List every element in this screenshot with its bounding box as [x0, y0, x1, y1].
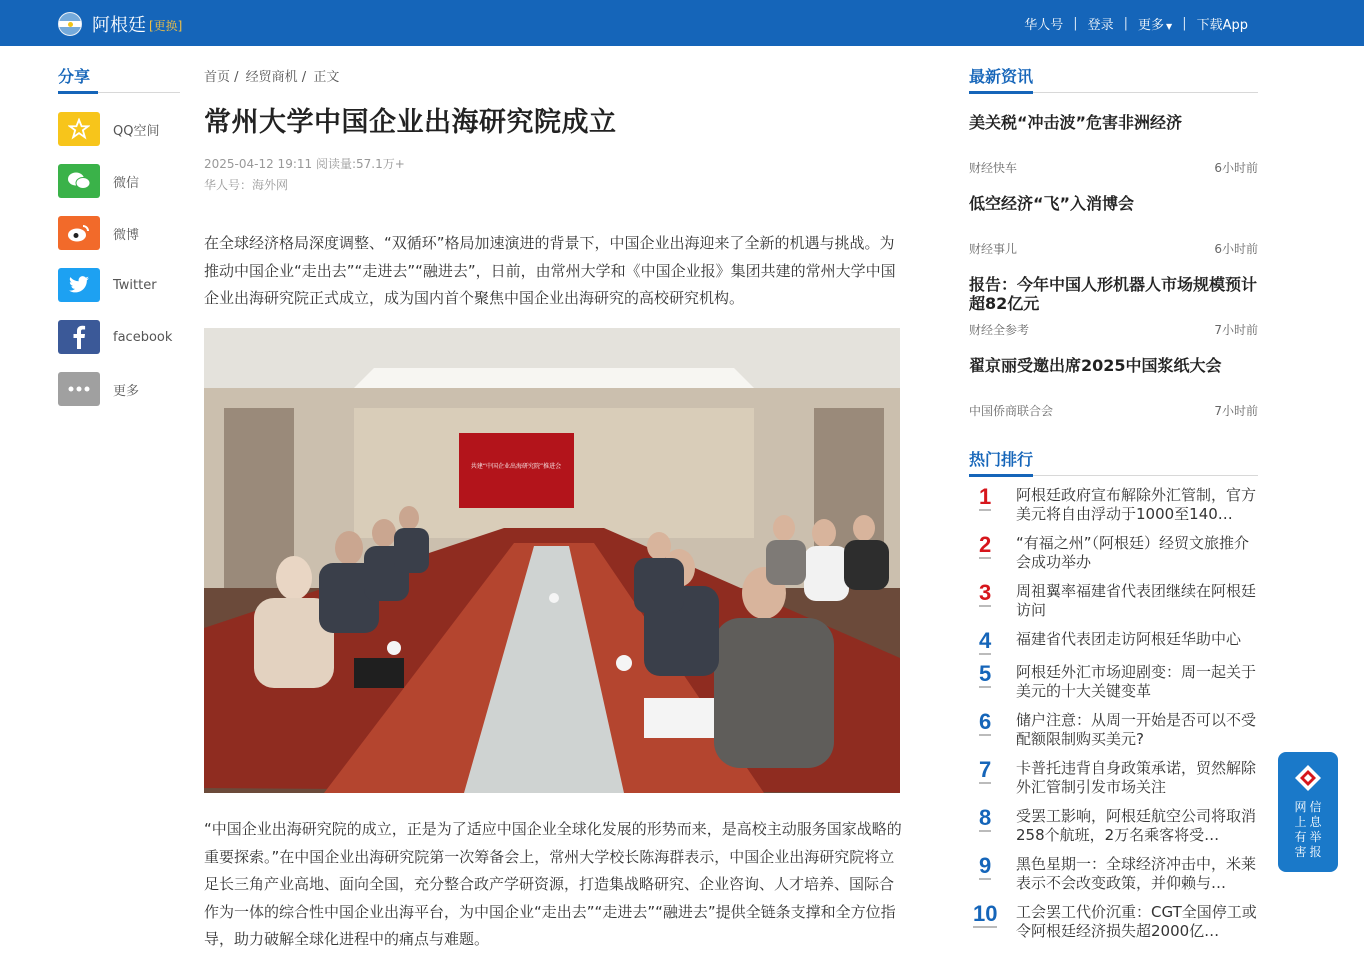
share-title: 分享	[58, 64, 180, 93]
nav-more[interactable]	[1138, 14, 1172, 33]
report-char: 报	[1309, 845, 1322, 859]
screen-text: 共建“中国企业出海研究院”推进会	[470, 463, 562, 470]
rank-headline[interactable]: 福建省代表团走访阿根廷华助中心	[1016, 630, 1242, 648]
breadcrumb-home[interactable]: 首页 /	[204, 70, 239, 85]
report-char: 息	[1309, 815, 1322, 829]
hot-rank-item[interactable]	[969, 759, 1258, 797]
article-title: 常州大学中国企业出海研究院成立	[204, 107, 617, 138]
breadcrumb	[204, 66, 342, 85]
share-qzone-label: QQ空间	[113, 123, 160, 139]
report-logo-icon	[1294, 764, 1322, 792]
news-time: 6小时前	[1214, 161, 1258, 175]
news-source: 财经全参考	[969, 323, 1030, 337]
news-time: 6小时前	[1214, 242, 1258, 256]
nav-more-label: 更多	[1138, 18, 1165, 33]
latest-news-info	[969, 240, 1258, 257]
rank-number: 9	[979, 853, 992, 878]
share-facebook-label: facebook	[113, 329, 173, 345]
rank-headline[interactable]: “有福之州”（阿根廷）经贸文旅推介会成功举办	[1016, 534, 1250, 571]
news-time: 7小时前	[1214, 323, 1258, 337]
share-panel	[58, 64, 180, 399]
latest-news-headline[interactable]: 报告：今年中国人形机器人市场规模预计超82亿元	[969, 275, 1258, 313]
argentina-flag-icon	[58, 12, 82, 36]
share-more-label: 更多	[113, 383, 140, 399]
rank-number: 6	[979, 709, 992, 734]
nav-login[interactable]: 登录	[1087, 18, 1114, 33]
hot-rank-item[interactable]	[969, 903, 1258, 941]
rank-headline[interactable]: 受罢工影响，阿根廷航空公司将取消258个航班，2万名乘客将受…	[1016, 807, 1257, 844]
latest-news-headline[interactable]: 翟京丽受邀出席2025中国浆纸大会	[969, 356, 1222, 375]
share-twitter[interactable]	[58, 268, 157, 302]
rank-number: 10	[973, 901, 998, 926]
hot-rank-item[interactable]	[969, 807, 1258, 845]
news-source: 财经事儿	[969, 242, 1018, 256]
latest-news-item[interactable]	[969, 275, 1258, 337]
twitter-icon	[58, 268, 100, 302]
report-char: 信	[1309, 800, 1322, 814]
latest-news-title: 最新资讯	[969, 64, 1258, 93]
rank-headline[interactable]: 黑色星期一：全球经济冲击中，米莱表示不会改变政策，并仰赖与…	[1016, 855, 1257, 892]
latest-news-headline[interactable]: 美关税“冲击波”危害非洲经济	[969, 113, 1183, 132]
rank-number: 3	[979, 580, 992, 605]
facebook-icon	[58, 320, 100, 354]
report-char: 上	[1294, 815, 1307, 829]
latest-news-item[interactable]	[969, 194, 1258, 256]
rank-number: 1	[979, 484, 992, 509]
hot-rank-item[interactable]	[969, 855, 1258, 893]
hot-rank-item[interactable]	[969, 582, 1258, 620]
hot-rank-item[interactable]	[969, 711, 1258, 749]
share-qzone[interactable]	[58, 112, 159, 146]
share-wechat[interactable]	[58, 164, 139, 198]
country-name: 阿根廷	[92, 15, 146, 36]
latest-news-headline[interactable]: 低空经济“飞”入消博会	[969, 194, 1135, 213]
rank-number: 8	[979, 805, 992, 830]
report-char: 害	[1294, 845, 1307, 859]
wechat-icon	[58, 164, 100, 198]
rank-headline[interactable]: 阿根廷外汇市场迎剧变：周一起关于美元的十大关键变革	[1016, 663, 1257, 700]
top-nav: 华人号 | 登录 | 更多 ▼ | 下载App	[1024, 16, 1248, 33]
article-photo	[204, 328, 900, 793]
weibo-icon	[58, 216, 100, 250]
hot-rank-item[interactable]	[969, 486, 1258, 524]
news-source: 中国侨商联合会	[969, 404, 1054, 418]
rank-number: 4	[979, 628, 992, 653]
rank-headline[interactable]: 工会罢工代价沉重：CGT全国停工或令阿根廷经济损失超2000亿…	[1016, 903, 1257, 940]
article-paragraph-1: 在全球经济格局深度调整、“双循环”格局加速演进的背景下，中国企业出海迎来了全新的机遇与挑战。为推动中国企业“走出去”“走进去”“融进去”，日前，由常州大学和《中国企业报》集团共建的常州大学中国企业出海研究院正式成立，成为国内首个聚焦中国企业出海研究的高校研究机构。	[204, 234, 896, 307]
share-weibo[interactable]	[58, 216, 139, 250]
nav-download-app[interactable]: 下载App	[1196, 18, 1248, 33]
report-text	[1294, 800, 1322, 860]
news-source: 财经快车	[969, 161, 1018, 175]
report-float-button[interactable]	[1278, 752, 1338, 872]
share-facebook[interactable]	[58, 320, 172, 354]
rank-number: 7	[979, 757, 992, 782]
rank-number: 2	[979, 532, 992, 557]
breadcrumb-category[interactable]: 经贸商机 /	[245, 70, 307, 85]
qzone-icon	[58, 112, 100, 146]
nav-huarenhao[interactable]: 华人号	[1024, 18, 1064, 33]
report-char: 网	[1294, 800, 1307, 814]
breadcrumb-current: 正文	[313, 70, 340, 85]
rank-headline[interactable]: 阿根廷政府宣布解除外汇管制，官方美元将自由浮动于1000至140…	[1016, 486, 1257, 523]
latest-news-info	[969, 402, 1258, 419]
rank-headline[interactable]: 周祖翼率福建省代表团继续在阿根廷访问	[1016, 582, 1257, 619]
report-char: 有	[1294, 830, 1307, 844]
latest-news-item[interactable]	[969, 113, 1258, 175]
rank-headline[interactable]: 卡普托违背自身政策承诺，贸然解除外汇管制引发市场关注	[1016, 759, 1257, 796]
latest-news-info	[969, 159, 1258, 176]
article-paragraph-2: “中国企业出海研究院的成立，正是为了适应中国企业全球化发展的形势而来，是高校主动服务国家战略的重要探索。”在中国企业出海研究院第一次筹备会上，常州大学校长陈海群表示，中国企业出海研究院将立足长三角产业高地、面向全国，充分整合政产学研资源，打造集战略研究、企业咨询、人才培养、国际合作为一体的综合性中国企业出海平台，为中国企业“走出去”“走进去”“融进去”提供全链条支撑和全方位指导，助力破解全球化进程中的痛点与难题。	[204, 820, 902, 948]
hot-rank-item[interactable]	[969, 630, 1258, 652]
share-more[interactable]	[58, 372, 139, 406]
top-bar	[0, 0, 1364, 46]
latest-news-item[interactable]	[969, 356, 1258, 418]
hot-rank-item[interactable]	[969, 534, 1258, 572]
chevron-down-icon: ▼	[1166, 22, 1173, 31]
hot-rank-item[interactable]	[969, 663, 1258, 701]
share-twitter-label: Twitter	[113, 277, 157, 293]
switch-country-link[interactable]: [更换]	[149, 19, 183, 33]
share-weibo-label: 微博	[113, 227, 140, 243]
more-icon	[58, 372, 100, 406]
rank-number: 5	[979, 661, 992, 686]
report-char: 举	[1309, 830, 1322, 844]
rank-headline[interactable]: 储户注意：从周一开始是否可以不受配额限制购买美元?	[1016, 711, 1257, 748]
news-time: 7小时前	[1214, 404, 1258, 418]
hot-ranking-title: 热门排行	[969, 447, 1258, 476]
latest-news-info	[969, 321, 1258, 338]
article-date-views: 2025-04-12 19:11 阅读量:57.1万+	[204, 157, 405, 171]
article-author[interactable]: 华人号：海外网	[204, 178, 289, 192]
article-meta	[204, 154, 405, 196]
share-wechat-label: 微信	[113, 175, 140, 191]
